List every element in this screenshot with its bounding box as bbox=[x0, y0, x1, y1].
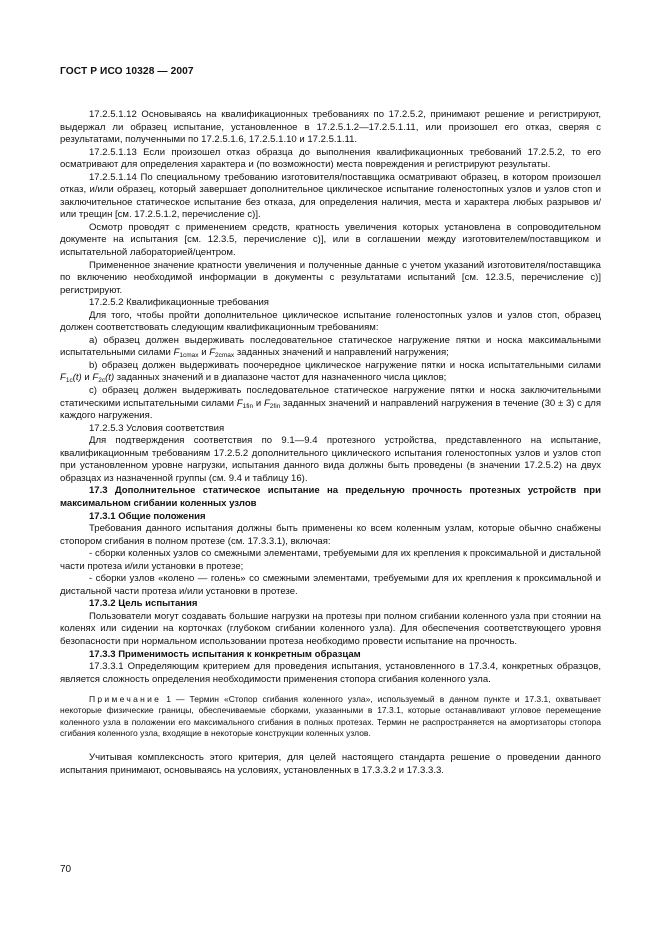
list-item: а) образец должен выдерживать последовательное статическое нагружение пятки и носка максимальными испытательными силами $F_{1cmax}$ и $F_{2cmax}$ заданных значений и направлений нагружения; bbox=[60, 334, 601, 360]
list-item: с) образец должен выдерживать последовательное статическое нагружение пятки и носка заключительными статическими испытательными силами $F_{1fin}$ и $F_{2fin}$ заданных значений и направлений нагружения в течение (30 ± 3) с для каждого нагружения. bbox=[60, 385, 602, 422]
list-item: b) образец должен выдерживать поочередное циклическое нагружение пятки и носка испытательными силами $F_{1c}(t)$ и $F_{2c}(t)$ заданных значений и в диапазоне частот для назначенного числа циклов; bbox=[60, 359, 601, 385]
paragraph: Для того, чтобы пройти дополнительное циклическое испытание голеностопных узлов и узлов стоп, образец должен соответствовать следующим квалификационным требованиям: bbox=[60, 309, 601, 334]
paragraph: 17.2.5.1.14 По специальному требованию изготовителя/поставщика осматривают образец, в котором произошел отказ, и/или образец, который завершает дополнительное циклическое испытание голеностопных узлов и узлов стоп и заключительное статическое испытание без отказа, для определения наличия, места и характера любых разрывов и/или трещин [см. 17.2.5.1.2, перечисление с)]. bbox=[60, 171, 601, 221]
section-heading-bold: 17.3 Дополнительное статическое испытание на предельную прочность протезных устройств при максимальном сгибании коленных узлов bbox=[60, 485, 601, 509]
paragraph: Учитывая комплексность этого критерия, для целей настоящего стандарта решение о проведении данного испытания принимают, основываясь на условиях, установленных в 17.3.3.2 и 17.3.3.3. bbox=[60, 751, 601, 776]
paragraph: Требования данного испытания должны быть применены ко всем коленным узлам, которые обычно снабжены стопором сгибания в полном протезе (см. 17.3.3.1), включая: bbox=[60, 523, 601, 547]
paragraph: Осмотр проводят с применением средств, кратность увеличения которых установлена в сопроводительном документе на испытания [см. 12.3.5, перечисление с)], или в соглашении между изготовителем/поставщиком и испытательной лабораторией/центром. bbox=[60, 221, 601, 259]
paragraph: Для подтверждения соответствия по 9.1—9.4 протезного устройства, представленного на испытание, квалификационным требованиям 17.2.5.2 дополнительного циклического испытания голеностопных узлов и узлов стоп при установленном уровне нагрузки, испытания данного вида должны быть проведены (в значении 17.2.5.2) на двух образцах из назначенной группы (см. 9.4 и таблицу 16). bbox=[60, 435, 601, 484]
document-body bbox=[60, 109, 601, 777]
paragraph: 17.3.3.1 Определяющим критерием для проведения испытания, установленного в 17.3.4, конкретных образцов, является сложность определения необходимости применения стопора сгибания коленного узла. bbox=[60, 661, 601, 685]
section-heading: 17.2.5.3 Условия соответствия bbox=[89, 422, 225, 434]
note bbox=[60, 694, 601, 739]
page-number: 70 bbox=[60, 864, 72, 875]
section-heading-bold: 17.3.3 Применимость испытания к конкретным образцам bbox=[89, 648, 361, 660]
note-label: Примечание bbox=[89, 694, 162, 705]
paragraph: 17.2.5.1.12 Основываясь на квалификационных требованиях по 17.2.5.2, принимают решение и регистрируют, выдержал ли образец испытание, установленное в 17.2.5.1.2—17.2.5.1.11, или произошел его отказ, сверяя с результатами, полученными по 17.2.5.1.6, 17.2.5.1.10 и 17.2.5.1.11. bbox=[60, 109, 601, 146]
section-heading-bold: 17.3.1 Общие положения bbox=[89, 510, 206, 522]
list-item: - сборки коленных узлов со смежными элементами, требуемыми для их крепления к проксимальной и дистальной части протеза и/или установки в протезе; bbox=[60, 548, 601, 572]
paragraph: 17.2.5.1.13 Если произошел отказ образца до выполнения квалификационных требований 17.2.5.2, то его осматривают для определения характера и (по возможности) места повреждения и регистрируют результаты. bbox=[60, 146, 601, 171]
paragraph: Пользователи могут создавать большие нагрузки на протезы при полном сгибании коленного узла при стоянии на коленях или сидении на корточках (глубоком сгибании коленного узла). Для обеспечения соответствующего уровня безопасности при нормальном использовании протеза необходимо провести испытание на прочность. bbox=[60, 610, 601, 647]
paragraph: Примененное значение кратности увеличения и полученные данные с учетом указаний изготовителя/поставщика по включению необходимой информации в документы с результатами испытаний [см. 12.3.5, перечисление с)] регистрируют. bbox=[60, 259, 601, 296]
list-item: - сборки узлов «колено — голень» со смежными элементами, требуемыми для их крепления к проксимальной и дистальной части протеза и/или установки в протезе. bbox=[60, 573, 601, 597]
note-text: 1 — Термин «Стопор сгибания коленного узла», используемый в данном пункте и 17.3.1, охватывает некоторые физические границы, обеспечиваемые сборками, указанными в 17.3.1, которые останавливают угловое перемещение коленного узла в положении его максимального сгибания в полных протезах. Термин не распространяется на амортизаторы стопора сгибания коленного узла, входящие в некоторые конструкции коленных узлов. bbox=[60, 694, 601, 738]
section-heading-bold: 17.3.2 Цель испытания bbox=[89, 598, 198, 610]
document-header: ГОСТ Р ИСО 10328 — 2007 bbox=[60, 66, 194, 77]
section-heading: 17.2.5.2 Квалификационные требования bbox=[89, 297, 269, 309]
